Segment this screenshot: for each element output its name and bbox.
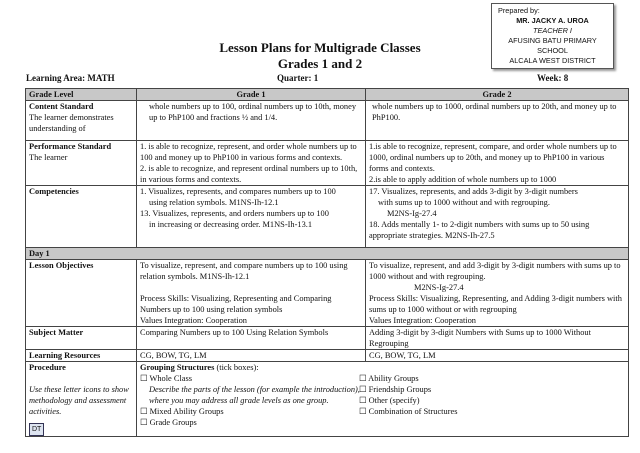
day-label: Day 1 (26, 248, 629, 260)
checkbox-whole-class[interactable]: ☐ Whole Class (140, 374, 193, 383)
grade1-cell: Comparing Numbers up to 100 Using Relation Symbols (137, 327, 366, 350)
week: Week: 8 (537, 73, 569, 83)
grade2-cell: whole numbers up to 1000, ordinal numbers up to 20th, and money up to PhP100. (366, 101, 629, 141)
text: 17. Visualizes, represents, and adds 3-digit by 3-digit numbers (369, 187, 578, 196)
grade1-cell: whole numbers up to 100, ordinal numbers up to 10th, money up to PhP100 and fractions ½ and 1/4. (137, 101, 366, 141)
row-label: Content Standard (29, 102, 94, 111)
text: 1. is able to recognize, represent, and order whole numbers up to 100 and money up to PhP100 in various forms and contexts. (140, 142, 357, 162)
checkbox-label: Combination of Structures (368, 407, 458, 416)
grade2-cell: CG, BOW, TG, LM (366, 350, 629, 362)
checkbox-label: Mixed Ability Groups (149, 407, 224, 416)
grade2-cell: Adding 3-digit by 3-digit Numbers with Sums up to 1000 Without Regrouping (366, 327, 629, 350)
checkbox-friendship-groups[interactable]: ☐ Friendship Groups (359, 385, 432, 394)
day-row (26, 248, 629, 260)
performance-standard-row (26, 141, 629, 186)
lesson-plan-table (25, 88, 629, 437)
text: 13. Visualizes, represents, and orders numbers up to 100 (140, 209, 329, 218)
header-grade1: Grade 1 (137, 89, 366, 101)
procedure-row (26, 362, 629, 437)
header-row (26, 89, 629, 101)
page-title: Lesson Plans for Multigrade Classes (219, 40, 421, 55)
competencies-row (26, 186, 629, 248)
objectives-row (26, 260, 629, 327)
text: 2. is able to recognize, and represent ordinal numbers up to 10th, in various forms and contexts. (140, 164, 358, 184)
teacher-position: TEACHER I (533, 26, 572, 35)
row-label: Subject Matter (29, 328, 84, 337)
checkbox-label: Friendship Groups (368, 385, 432, 394)
procedure-note: Use these letter icons to show methodology and assessment activities. (29, 385, 129, 416)
row-sublabel: The learner (29, 153, 68, 162)
district: ALCALA WEST DISTRICT (509, 56, 596, 65)
row-sublabel: The learner demonstrates understanding of (29, 113, 114, 133)
text: with sums up to 1000 without and with regrouping. (378, 198, 550, 207)
text: To visualize, represent, and compare numbers up to 100 using relation symbols. M1NS-Ih-12.1 (140, 261, 348, 281)
grade1-cell: CG, BOW, TG, LM (137, 350, 366, 362)
row-label: Lesson Objectives (29, 261, 94, 270)
text: M2NS-Ig-27.4 (387, 209, 437, 218)
text: 18. Adds mentally 1- to 2-digit numbers with sums up to 50 using appropriate strategies. M2NS-Ih-27.5 (369, 220, 590, 240)
resources-row (26, 350, 629, 362)
school-line2: SCHOOL (537, 46, 568, 55)
subject-matter-row (26, 327, 629, 350)
checkbox-combination[interactable]: ☐ Combination of Structures (359, 407, 458, 416)
quarter: Quarter: 1 (277, 73, 319, 83)
row-label: Competencies (29, 187, 79, 196)
grouping-heading: Grouping Structures (140, 363, 215, 372)
text: Process Skills: Visualizing, Representing and Comparing Numbers up to 100 using relation symbols (140, 294, 332, 314)
checkbox-label: Grade Groups (149, 418, 197, 427)
checkbox-grade-groups[interactable]: ☐ Grade Groups (140, 418, 197, 427)
row-label: Procedure (29, 363, 66, 372)
text: Values Integration: Cooperation (140, 316, 247, 325)
prepared-label: Prepared by: (498, 6, 540, 15)
text: 1.is able to recognize, represent, compare, and order whole numbers up to 1000, ordinal numbers up to 20th, and money up to PhP100 in various forms and contexts. (369, 142, 617, 173)
content-standard-row (26, 101, 629, 141)
text: 2.is able to apply addition of whole numbers up to 1000 (369, 175, 557, 184)
checkbox-label: Whole Class (149, 374, 193, 383)
text: in increasing or decreasing order. M1NS-Ih-13.1 (149, 220, 313, 229)
grouping-hint: (tick boxes): (214, 363, 259, 372)
checkbox-label: Other (specify) (368, 396, 420, 405)
text: To visualize, represent, and add 3-digit by 3-digit numbers with sums up to 1000 without and with regrouping. (369, 261, 621, 281)
learning-area: Learning Area: MATH (26, 73, 115, 83)
checkbox-label: Ability Groups (368, 374, 419, 383)
prepared-by-box (491, 3, 614, 69)
dt-letter-icon: DT (29, 423, 44, 436)
whole-class-desc: Describe the parts of the lesson (for example the introduction), where you may address all grade levels as one group. (149, 385, 360, 405)
checkbox-other[interactable]: ☐ Other (specify) (359, 396, 420, 405)
text: M2NS-Ig-27.4 (414, 283, 464, 292)
text: 1. Visualizes, represents, and compares numbers up to 100 (140, 187, 336, 196)
checkbox-ability-groups[interactable]: ☐ Ability Groups (359, 374, 419, 383)
text: Values Integration: Cooperation (369, 316, 476, 325)
text: Process Skills: Visualizing, Representing, and Adding 3-digit numbers with sums up to 1000 without or with regrouping (369, 294, 622, 314)
header-grade2: Grade 2 (366, 89, 629, 101)
school-line1: AFUSING BATU PRIMARY (508, 36, 597, 45)
header-grade-level: Grade Level (26, 89, 137, 101)
teacher-name: MR. JACKY A. UROA (516, 16, 589, 25)
page-subtitle: Grades 1 and 2 (277, 56, 363, 71)
row-label: Performance Standard (29, 142, 112, 151)
row-label: Learning Resources (29, 351, 101, 360)
checkbox-mixed-ability[interactable]: ☐ Mixed Ability Groups (140, 407, 224, 416)
text: using relation symbols. M1NS-Ih-12.1 (149, 198, 279, 207)
